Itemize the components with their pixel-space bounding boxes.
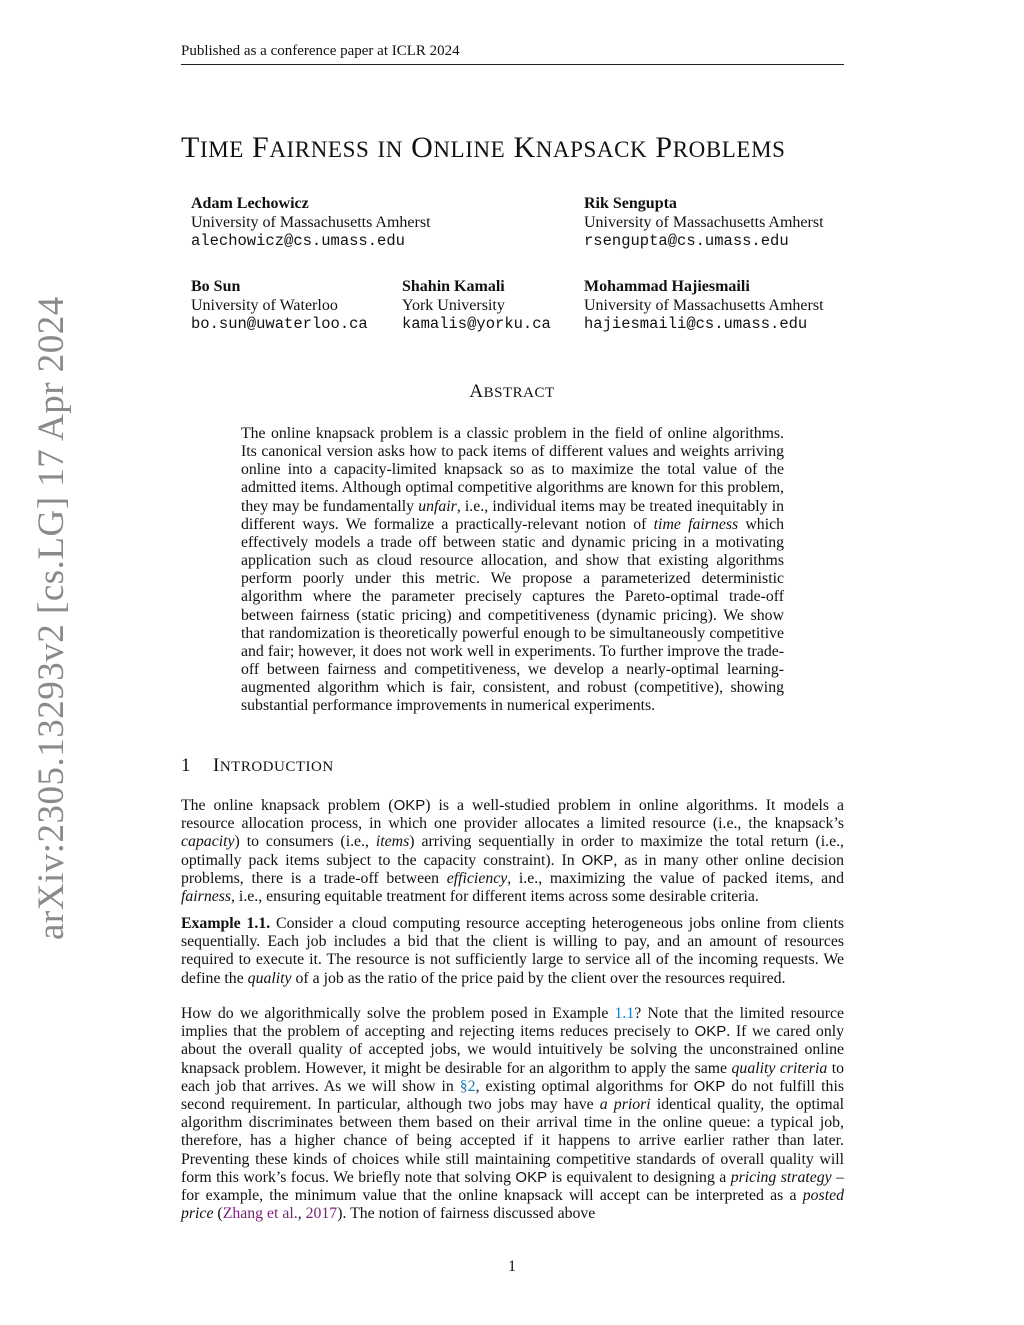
author-block — [584, 194, 824, 251]
intro-paragraph-1: The online knapsack problem (OKP) is a well-studied problem in online algorithms. It models a resource allocation process, in which one provider allocates a limited resource (i.e., the knapsack’s capacity) to consumers (i.e., items) arriving sequentially in order to maximize the total return (i.e., optimally pack items subject to the capacity constraint). In OKP, as in many other online decision problems, there is a trade-off between efficiency, i.e., maximizing the value of packed items, and fairness, i.e., ensuring equitable treatment for different items across some desirable criteria. — [181, 797, 844, 906]
arxiv-stamp: arXiv:2305.13293v2 [cs.LG] 17 Apr 2024 — [31, 296, 72, 940]
author-affiliation: York University — [402, 297, 505, 314]
author-email[interactable]: kamalis@yorku.ca — [402, 315, 551, 333]
abstract-body: The online knapsack problem is a classic problem in the field of online algorithms. Its canonical version asks how to pack items of different values and weights arriving online into a capacity-limited knapsack so as to maximize the total value of the admitted items. Although optimal competitive algorithms are known for this problem, they may be fundamentally unfair, i.e., individual items may be treated inequitably in different ways. We formalize a practically-relevant notion of time fairness which effectively models a trade off between static and dynamic pricing in a motivating application such as cloud resource allocation, and show that existing algorithms perform poorly under this metric. We propose a parameterized deterministic algorithm where the parameter precisely captures the Pareto-optimal trade-off between fairness (static pricing) and competitiveness (dynamic pricing). We show that randomization is theoretically powerful enough to be simultaneously competitive and fair; however, it does not work well in experiments. To further improve the trade-off between fairness and competitiveness, we develop a nearly-optimal learning-augmented algorithm which is fair, consistent, and robust (competitive), showing substantial performance improvements in numerical experiments. — [241, 425, 784, 715]
paper-title — [181, 131, 786, 165]
author-name: Bo Sun — [191, 278, 241, 295]
running-header: Published as a conference paper at ICLR 2024 — [181, 43, 844, 65]
citation-author-link[interactable]: Zhang et al. — [222, 1205, 298, 1223]
title-word: IN — [377, 137, 403, 162]
title-word: KNAPSACK — [513, 131, 648, 164]
example-ref-link[interactable]: 1.1 — [614, 1005, 635, 1022]
section-number: 1 — [181, 755, 191, 776]
author-email[interactable]: alechowicz@cs.umass.edu — [191, 232, 405, 250]
author-block — [191, 194, 431, 251]
page-number: 1 — [508, 1258, 516, 1275]
example-1-1: Example 1.1. Consider a cloud computing resource accepting heterogeneous jobs online from clients sequentially. Each job includes a bid that the client is willing to pay, and an amount of resources required to execute it. The resource is not sufficiently large to service all of the incoming requests. We define the quality of a job as the ratio of the price paid by the client over the resources required. — [181, 915, 844, 987]
author-affiliation: University of Massachusetts Amherst — [584, 297, 824, 314]
example-label: Example 1.1. — [181, 915, 271, 932]
author-affiliation: University of Massachusetts Amherst — [191, 214, 431, 231]
section-heading-introduction: 1 INTRODUCTION — [181, 755, 334, 776]
intro-paragraph-2: How do we algorithmically solve the problem posed in Example 1.1? Note that the limited resource implies that the problem of accepting and rejecting items reduces precisely to OKP. If we cared only about the overall quality of accepted jobs, we would intuitively be solving the unconstrained online knapsack problem. However, it might be desirable for an algorithm to apply the same quality criteria to each job that arrives. As we will show in §2, existing optimal algorithms for OKP do not fulfill this second requirement. In particular, although two jobs may have a priori identical quality, the optimal algorithm discriminates between them based on their arrival time in the online queue: a typical job, therefore, has a higher chance of being accepted if it happens to arrive earlier rather than later. Preventing these kinds of choices while still maintaining competitive standards of overall quality will form this work’s focus. We briefly note that solving OKP is equivalent to designing a pricing strategy – for example, the minimum value that the online knapsack will accept can be interpreted as a posted price (Zhang et al., 2017). The notion of fairness discussed above — [181, 1005, 845, 1223]
author-block — [191, 277, 368, 334]
author-name: Mohammad Hajiesmaili — [584, 278, 750, 295]
author-name: Adam Lechowicz — [191, 195, 309, 212]
author-block — [402, 277, 551, 334]
title-word: FAIRNESS — [252, 131, 370, 164]
author-email[interactable]: hajiesmaili@cs.umass.edu — [584, 315, 808, 333]
author-affiliation: University of Massachusetts Amherst — [584, 214, 824, 231]
title-word: PROBLEMS — [655, 131, 786, 164]
author-name: Shahin Kamali — [402, 278, 505, 295]
author-email[interactable]: bo.sun@uwaterloo.ca — [191, 315, 368, 333]
abstract-heading: ABSTRACT — [469, 381, 555, 402]
section-ref-link[interactable]: §2 — [459, 1077, 476, 1095]
author-email[interactable]: rsengupta@cs.umass.edu — [584, 232, 789, 250]
title-word: ONLINE — [411, 131, 506, 164]
title-word: TIME — [181, 131, 244, 164]
author-block — [584, 277, 824, 334]
author-affiliation: University of Waterloo — [191, 297, 338, 314]
citation-year-link[interactable]: 2017 — [305, 1205, 338, 1223]
author-name: Rik Sengupta — [584, 195, 677, 212]
